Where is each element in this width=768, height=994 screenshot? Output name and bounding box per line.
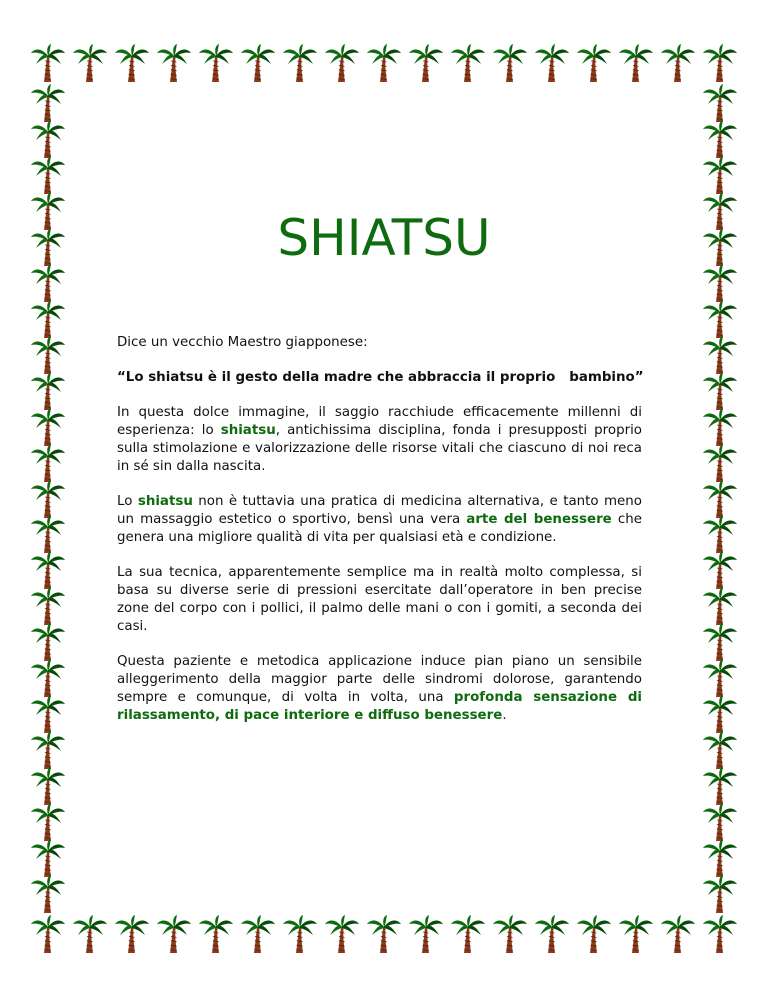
palm-tree-icon: [282, 915, 318, 955]
palm-tree-icon: [702, 915, 738, 955]
palm-tree-icon: [702, 803, 738, 843]
palm-tree-icon: [702, 44, 738, 84]
paragraph-2-highlight-shiatsu: shiatsu: [137, 494, 193, 509]
palm-tree-icon: [30, 551, 66, 591]
palm-tree-icon: [702, 120, 738, 160]
palm-tree-icon: [240, 44, 276, 84]
palm-tree-icon: [72, 915, 108, 955]
palm-tree-icon: [534, 915, 570, 955]
palm-tree-icon: [450, 44, 486, 84]
palm-tree-icon: [30, 44, 66, 84]
paragraph-2: [117, 493, 642, 547]
palm-tree-icon: [30, 300, 66, 340]
palm-tree-icon: [702, 659, 738, 699]
palm-tree-icon: [156, 44, 192, 84]
palm-tree-icon: [366, 44, 402, 84]
palm-tree-icon: [30, 372, 66, 412]
palm-tree-icon: [324, 44, 360, 84]
paragraph-4: [117, 653, 642, 725]
palm-tree-icon: [30, 156, 66, 196]
palm-tree-icon: [30, 515, 66, 555]
palm-tree-icon: [702, 875, 738, 915]
paragraph-1: [117, 404, 642, 476]
paragraph-1-text-c: , antichissima disciplina, fonda i presupposti proprio sulla stimolazione e valorizzazione delle risorse vitali che ciascuno di noi reca in sé sin dalla nascita.: [117, 423, 642, 474]
document-body: [117, 334, 642, 742]
palm-tree-icon: [702, 408, 738, 448]
palm-tree-icon: [702, 84, 738, 124]
palm-tree-icon: [30, 731, 66, 771]
palm-tree-icon: [72, 44, 108, 84]
palm-tree-icon: [240, 915, 276, 955]
palm-tree-icon: [702, 587, 738, 627]
palm-tree-icon: [30, 767, 66, 807]
paragraph-4-text-c: .: [502, 708, 507, 723]
palm-tree-icon: [30, 587, 66, 627]
palm-tree-icon: [366, 915, 402, 955]
palm-tree-icon: [702, 515, 738, 555]
palm-tree-icon: [702, 731, 738, 771]
palm-tree-icon: [702, 839, 738, 879]
palm-tree-icon: [30, 444, 66, 484]
palm-tree-icon: [450, 915, 486, 955]
palm-tree-icon: [30, 336, 66, 376]
palm-tree-icon: [282, 44, 318, 84]
palm-tree-icon: [198, 44, 234, 84]
palm-tree-icon: [156, 915, 192, 955]
palm-tree-icon: [324, 915, 360, 955]
palm-tree-icon: [30, 915, 66, 955]
paragraph-4-highlight: profonda sensazione di rilassamento, di pace interiore e diffuso benessere: [117, 690, 642, 723]
palm-tree-icon: [30, 120, 66, 160]
paragraph-2-text-c: non è tuttavia una pratica di medicina alternativa, e tanto meno un massaggio estetico o sportivo, bensì una vera: [117, 494, 642, 527]
paragraph-1-text-a: In questa dolce immagine, il saggio racchiude efficacemente millenni di esperienza: lo: [117, 405, 642, 438]
palm-tree-icon: [702, 623, 738, 663]
paragraph-2-text-e: che genera una migliore qualità di vita per qualsiasi età e condizione.: [117, 512, 642, 545]
palm-tree-icon: [492, 44, 528, 84]
quote-line: [117, 369, 642, 387]
palm-tree-icon: [30, 659, 66, 699]
paragraph-2-highlight-arte: arte del benessere: [466, 512, 612, 527]
palm-tree-icon: [114, 915, 150, 955]
palm-tree-icon: [30, 839, 66, 879]
palm-tree-icon: [408, 44, 444, 84]
palm-tree-icon: [702, 695, 738, 735]
palm-tree-icon: [702, 156, 738, 196]
palm-tree-icon: [30, 695, 66, 735]
quote-text: “Lo shiatsu è il gesto della madre che abbraccia il proprio bambino”: [117, 370, 644, 385]
palm-tree-icon: [30, 803, 66, 843]
palm-tree-icon: [618, 915, 654, 955]
palm-tree-icon: [702, 372, 738, 412]
palm-tree-icon: [408, 915, 444, 955]
palm-tree-icon: [534, 44, 570, 84]
palm-tree-icon: [702, 300, 738, 340]
palm-tree-icon: [30, 623, 66, 663]
paragraph-4-text-a: Questa paziente e metodica applicazione induce pian piano un sensibile alleggerimento della maggior parte delle sindromi dolorose, garantendo sempre e comunque, di volta in volta, una: [117, 654, 642, 705]
palm-tree-icon: [702, 767, 738, 807]
palm-tree-icon: [576, 44, 612, 84]
intro-line: Dice un vecchio Maestro giapponese:: [117, 335, 368, 350]
palm-tree-icon: [660, 44, 696, 84]
palm-tree-icon: [198, 915, 234, 955]
palm-tree-icon: [576, 915, 612, 955]
paragraph-2-text-a: Lo: [117, 494, 138, 509]
palm-tree-icon: [660, 915, 696, 955]
palm-tree-icon: [702, 551, 738, 591]
palm-tree-icon: [702, 336, 738, 376]
page-title: SHIATSU: [277, 209, 491, 267]
paragraph-1-highlight: shiatsu: [220, 423, 276, 438]
palm-tree-icon: [30, 875, 66, 915]
palm-tree-icon: [114, 44, 150, 84]
palm-tree-icon: [702, 480, 738, 520]
palm-tree-icon: [702, 444, 738, 484]
palm-tree-icon: [492, 915, 528, 955]
palm-tree-icon: [30, 480, 66, 520]
palm-tree-icon: [618, 44, 654, 84]
paragraph-3: La sua tecnica, apparentemente semplice ma in realtà molto complessa, si basa su diverse serie di pressioni esercitate dall’operatore in ben precise zone del corpo con i pollici, il palmo delle mani o con i gomiti, a seconda dei casi.: [117, 565, 642, 634]
palm-tree-icon: [30, 84, 66, 124]
palm-tree-icon: [30, 408, 66, 448]
